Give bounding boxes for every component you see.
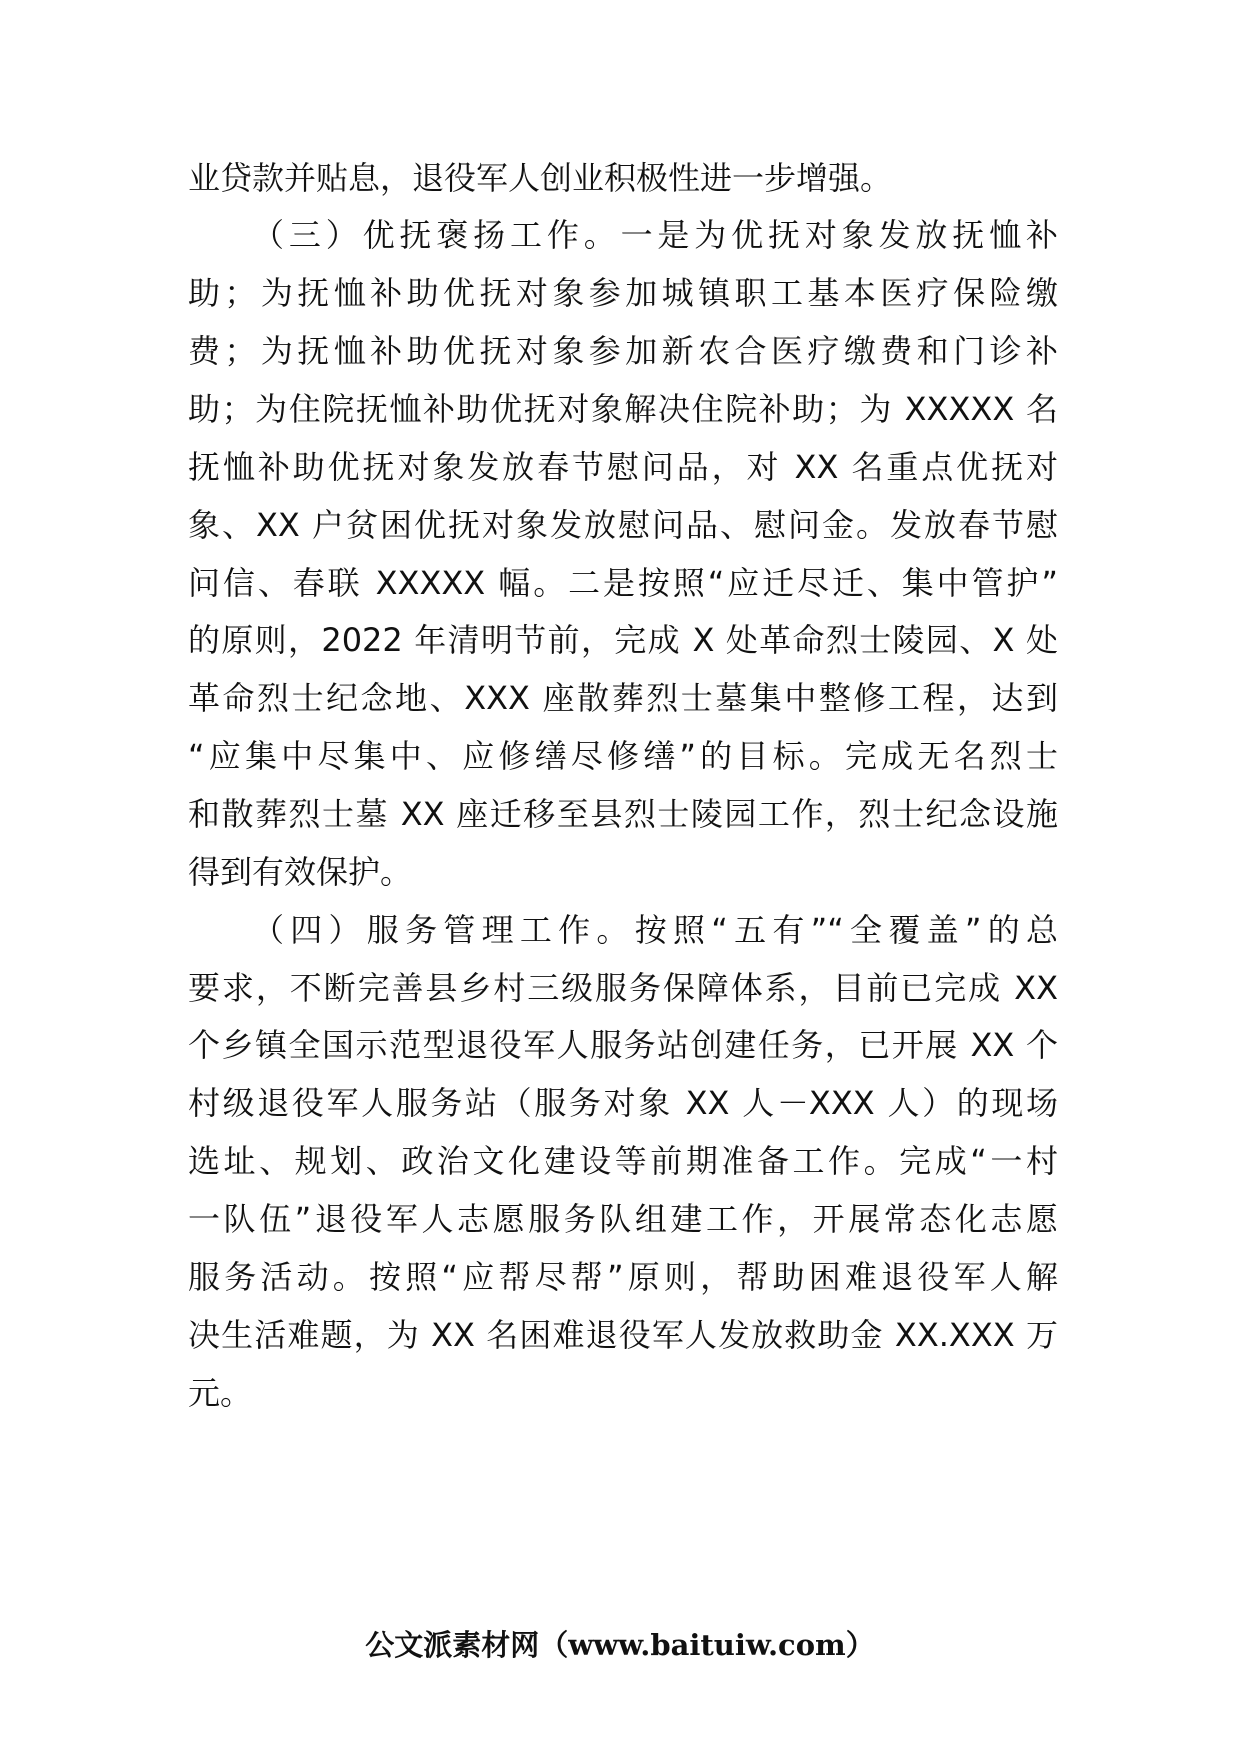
text-line-9: 的原则，2022 年清明节前，完成 X 处革命烈士陵园、X 处 <box>188 621 1058 659</box>
text-line-17: 村级退役军人服务站（服务对象 XX 人－XXX 人）的现场 <box>188 1084 1058 1122</box>
text-line-3: 助；为抚恤补助优抚对象参加城镇职工基本医疗保险缴 <box>188 274 1058 312</box>
text-line-18: 选址、规划、政治文化建设等前期准备工作。完成“一村 <box>188 1142 1058 1180</box>
text-line-22: 元。 <box>188 1374 253 1412</box>
text-line-10: 革命烈士纪念地、XXX 座散葬烈士墓集中整修工程，达到 <box>188 679 1058 717</box>
text-line-7: 象、XX 户贫困优抚对象发放慰问品、慰问金。发放春节慰 <box>188 506 1058 544</box>
text-line-16: 个乡镇全国示范型退役军人服务站创建任务，已开展 XX 个 <box>188 1026 1058 1064</box>
text-line-4: 费；为抚恤补助优抚对象参加新农合医疗缴费和门诊补 <box>188 332 1058 370</box>
text-line-21: 决生活难题，为 XX 名困难退役军人发放救助金 XX.XXX 万 <box>188 1316 1058 1354</box>
footer-watermark: 公文派素材网（www.baituiw.com） <box>365 1628 875 1662</box>
text-line-15: 要求，不断完善县乡村三级服务保障体系，目前已完成 XX <box>188 969 1058 1007</box>
text-line-14: （四）服务管理工作。按照“五有”“全覆盖”的总 <box>252 911 1058 949</box>
text-line-11: “应集中尽集中、应修缮尽修缮”的目标。完成无名烈士 <box>188 737 1058 775</box>
text-line-2: （三）优抚褒扬工作。一是为优抚对象发放抚恤补 <box>252 216 1058 254</box>
text-line-5: 助；为住院抚恤补助优抚对象解决住院补助；为 XXXXX 名 <box>188 390 1058 428</box>
text-line-19: 一队伍”退役军人志愿服务队组建工作，开展常态化志愿 <box>188 1200 1058 1238</box>
text-line-8: 问信、春联 XXXXX 幅。二是按照“应迁尽迁、集中管护” <box>188 564 1058 602</box>
text-line-13: 得到有效保护。 <box>188 853 413 891</box>
text-line-1: 业贷款并贴息，退役军人创业积极性进一步增强。 <box>188 159 893 197</box>
text-line-12: 和散葬烈士墓 XX 座迁移至县烈士陵园工作，烈士纪念设施 <box>188 795 1058 833</box>
text-line-6: 抚恤补助优抚对象发放春节慰问品，对 XX 名重点优抚对 <box>188 448 1058 486</box>
text-line-20: 服务活动。按照“应帮尽帮”原则，帮助困难退役军人解 <box>188 1258 1058 1296</box>
